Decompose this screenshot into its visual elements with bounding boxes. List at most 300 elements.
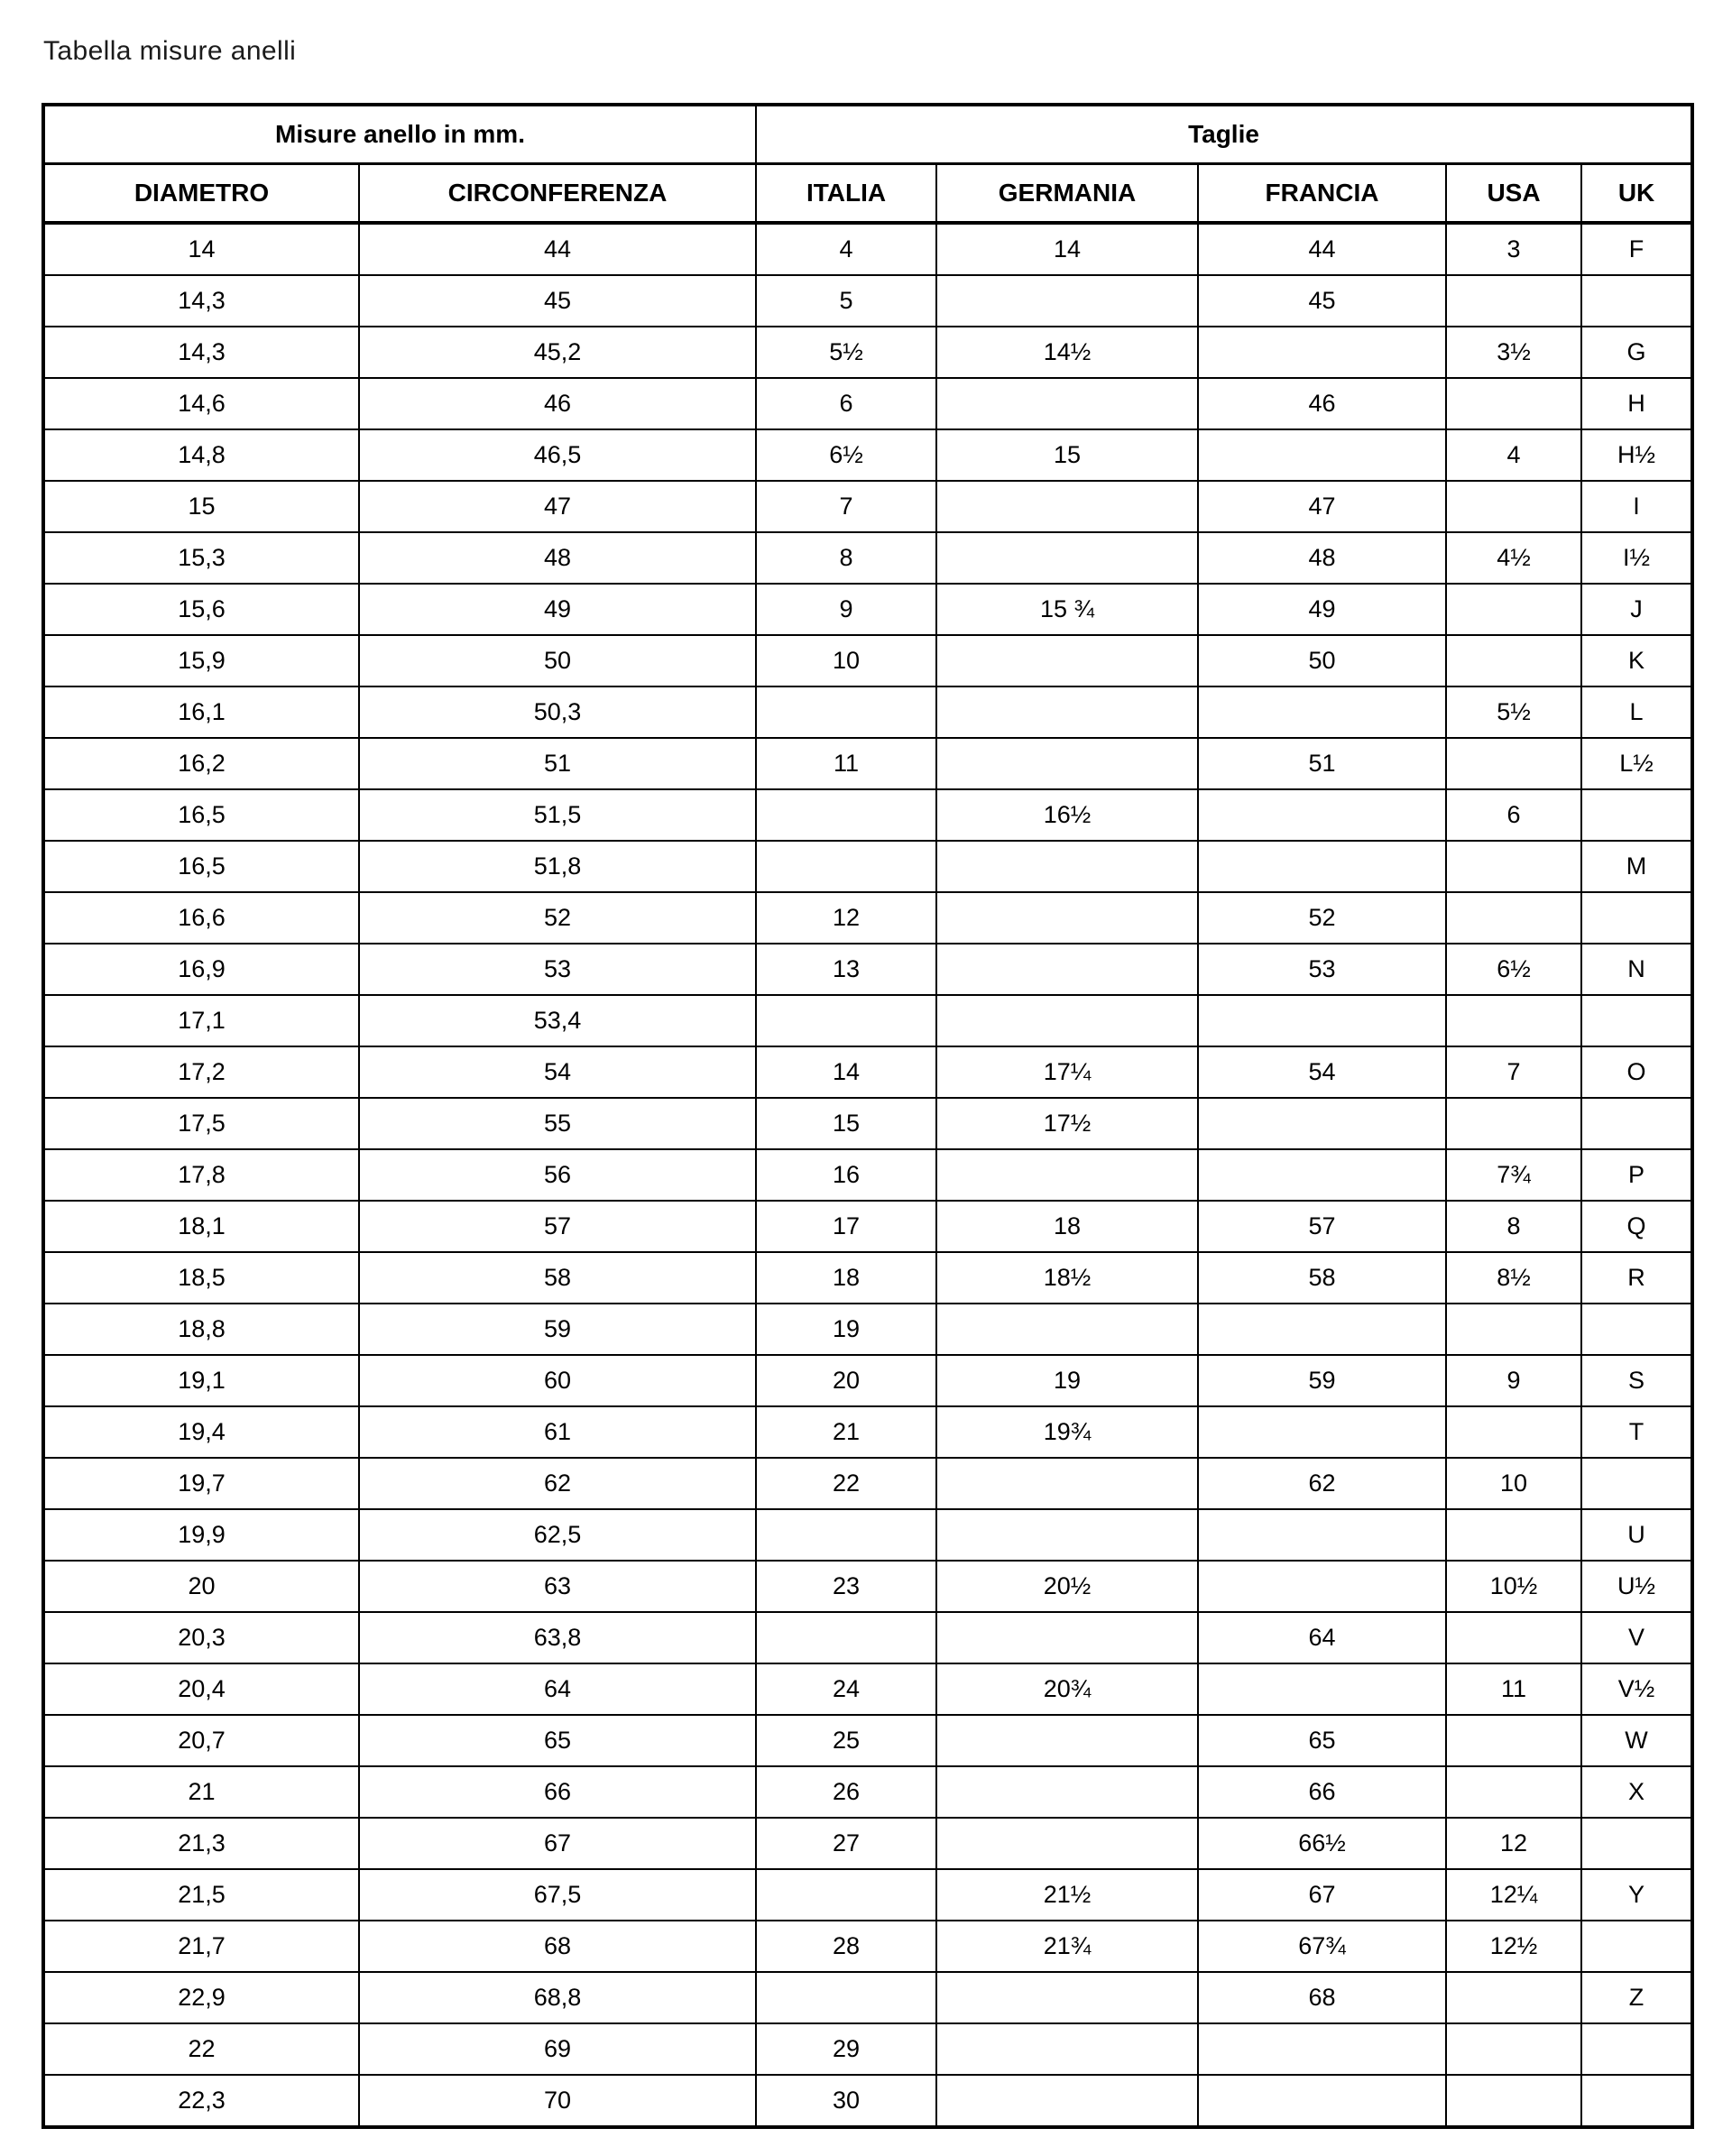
cell-uk: N [1581, 944, 1692, 995]
table-row [43, 1406, 1692, 1458]
cell-circonferenza: 68,8 [359, 1972, 756, 2023]
cell-uk: G [1581, 327, 1692, 378]
cell-italia: 14 [756, 1046, 936, 1098]
cell-germania [936, 1509, 1198, 1561]
cell-uk [1581, 789, 1692, 841]
table-row [43, 1046, 1692, 1098]
cell-diametro: 16,1 [43, 686, 359, 738]
cell-francia: 51 [1198, 738, 1446, 789]
cell-circonferenza: 54 [359, 1046, 756, 1098]
table-row [43, 327, 1692, 378]
table-row [43, 1355, 1692, 1406]
cell-uk: K [1581, 635, 1692, 686]
cell-germania [936, 1458, 1198, 1509]
table-row [43, 378, 1692, 429]
cell-francia: 46 [1198, 378, 1446, 429]
column-header-usa: USA [1446, 164, 1581, 224]
cell-circonferenza: 51,5 [359, 789, 756, 841]
cell-usa [1446, 1304, 1581, 1355]
table-row [43, 1663, 1692, 1715]
cell-germania [936, 1818, 1198, 1869]
cell-italia: 23 [756, 1561, 936, 1612]
cell-germania [936, 532, 1198, 584]
cell-usa [1446, 995, 1581, 1046]
cell-italia: 29 [756, 2023, 936, 2075]
cell-diametro: 21,7 [43, 1921, 359, 1972]
cell-usa [1446, 892, 1581, 944]
cell-diametro: 22,3 [43, 2075, 359, 2127]
table-row [43, 1921, 1692, 1972]
cell-usa [1446, 1406, 1581, 1458]
cell-usa: 3 [1446, 223, 1581, 275]
cell-francia: 58 [1198, 1252, 1446, 1304]
cell-diametro: 17,5 [43, 1098, 359, 1149]
cell-usa [1446, 378, 1581, 429]
cell-germania [936, 738, 1198, 789]
cell-uk [1581, 1818, 1692, 1869]
cell-uk: U½ [1581, 1561, 1692, 1612]
table-row [43, 481, 1692, 532]
table-row [43, 275, 1692, 327]
cell-usa [1446, 275, 1581, 327]
cell-francia: 44 [1198, 223, 1446, 275]
cell-germania [936, 686, 1198, 738]
cell-francia: 66 [1198, 1766, 1446, 1818]
cell-uk: V½ [1581, 1663, 1692, 1715]
cell-uk [1581, 892, 1692, 944]
cell-uk: R [1581, 1252, 1692, 1304]
cell-uk [1581, 1098, 1692, 1149]
cell-diametro: 22 [43, 2023, 359, 2075]
group-header-sizes: Taglie [756, 105, 1692, 164]
table-row [43, 1612, 1692, 1663]
cell-diametro: 19,4 [43, 1406, 359, 1458]
cell-italia: 30 [756, 2075, 936, 2127]
cell-usa [1446, 2023, 1581, 2075]
cell-italia: 26 [756, 1766, 936, 1818]
cell-italia: 19 [756, 1304, 936, 1355]
cell-diametro: 17,2 [43, 1046, 359, 1098]
cell-circonferenza: 69 [359, 2023, 756, 2075]
table-column-header-row [43, 164, 1692, 224]
cell-germania: 19 [936, 1355, 1198, 1406]
cell-italia: 10 [756, 635, 936, 686]
cell-italia: 17 [756, 1201, 936, 1252]
cell-uk: F [1581, 223, 1692, 275]
cell-germania [936, 378, 1198, 429]
cell-diametro: 14,3 [43, 327, 359, 378]
cell-diametro: 18,5 [43, 1252, 359, 1304]
table-row [43, 1098, 1692, 1149]
cell-usa [1446, 1715, 1581, 1766]
table-row [43, 1561, 1692, 1612]
cell-germania: 19¾ [936, 1406, 1198, 1458]
cell-italia [756, 686, 936, 738]
cell-germania: 20¾ [936, 1663, 1198, 1715]
table-row [43, 1509, 1692, 1561]
table-group-header-row [43, 105, 1692, 164]
cell-italia: 16 [756, 1149, 936, 1201]
cell-circonferenza: 66 [359, 1766, 756, 1818]
cell-diametro: 17,8 [43, 1149, 359, 1201]
cell-germania [936, 481, 1198, 532]
cell-circonferenza: 60 [359, 1355, 756, 1406]
cell-francia [1198, 429, 1446, 481]
cell-germania [936, 841, 1198, 892]
cell-diametro: 16,6 [43, 892, 359, 944]
cell-uk: L [1581, 686, 1692, 738]
cell-italia: 18 [756, 1252, 936, 1304]
cell-circonferenza: 67 [359, 1818, 756, 1869]
cell-italia [756, 841, 936, 892]
cell-uk [1581, 275, 1692, 327]
table-row [43, 223, 1692, 275]
cell-francia: 59 [1198, 1355, 1446, 1406]
cell-francia [1198, 1406, 1446, 1458]
column-header-circonferenza: CIRCONFERENZA [359, 164, 756, 224]
cell-usa: 4½ [1446, 532, 1581, 584]
cell-uk: H [1581, 378, 1692, 429]
cell-usa [1446, 1098, 1581, 1149]
table-row [43, 532, 1692, 584]
cell-uk: X [1581, 1766, 1692, 1818]
cell-francia [1198, 686, 1446, 738]
cell-uk: Z [1581, 1972, 1692, 2023]
cell-francia: 45 [1198, 275, 1446, 327]
cell-uk [1581, 2075, 1692, 2127]
column-header-diametro: DIAMETRO [43, 164, 359, 224]
cell-francia [1198, 841, 1446, 892]
cell-circonferenza: 53 [359, 944, 756, 995]
cell-usa [1446, 841, 1581, 892]
cell-francia: 67 [1198, 1869, 1446, 1921]
cell-diametro: 14,6 [43, 378, 359, 429]
cell-usa [1446, 635, 1581, 686]
cell-italia [756, 1972, 936, 2023]
cell-usa: 12¼ [1446, 1869, 1581, 1921]
cell-diametro: 15,9 [43, 635, 359, 686]
cell-italia: 15 [756, 1098, 936, 1149]
cell-francia [1198, 2075, 1446, 2127]
cell-circonferenza: 51 [359, 738, 756, 789]
cell-usa: 6 [1446, 789, 1581, 841]
cell-usa [1446, 2075, 1581, 2127]
table-row [43, 429, 1692, 481]
cell-germania [936, 1766, 1198, 1818]
cell-usa: 9 [1446, 1355, 1581, 1406]
cell-diametro: 14,8 [43, 429, 359, 481]
cell-italia: 25 [756, 1715, 936, 1766]
cell-germania: 15 [936, 429, 1198, 481]
cell-circonferenza: 56 [359, 1149, 756, 1201]
cell-francia: 57 [1198, 1201, 1446, 1252]
cell-diametro: 16,9 [43, 944, 359, 995]
cell-diametro: 15 [43, 481, 359, 532]
cell-circonferenza: 51,8 [359, 841, 756, 892]
cell-francia: 52 [1198, 892, 1446, 944]
cell-diametro: 20,3 [43, 1612, 359, 1663]
cell-usa: 11 [1446, 1663, 1581, 1715]
cell-usa [1446, 1509, 1581, 1561]
table-row [43, 1766, 1692, 1818]
cell-germania [936, 1612, 1198, 1663]
cell-italia: 5½ [756, 327, 936, 378]
cell-usa: 4 [1446, 429, 1581, 481]
cell-circonferenza: 59 [359, 1304, 756, 1355]
cell-germania [936, 944, 1198, 995]
cell-germania [936, 892, 1198, 944]
table-row [43, 1818, 1692, 1869]
cell-germania [936, 1149, 1198, 1201]
page-title: Tabella misure anelli [43, 36, 297, 66]
cell-uk [1581, 995, 1692, 1046]
cell-germania: 18½ [936, 1252, 1198, 1304]
table-row [43, 944, 1692, 995]
group-header-measures: Misure anello in mm. [43, 105, 756, 164]
cell-circonferenza: 63 [359, 1561, 756, 1612]
cell-diametro: 18,1 [43, 1201, 359, 1252]
cell-germania: 16½ [936, 789, 1198, 841]
cell-francia: 54 [1198, 1046, 1446, 1098]
cell-circonferenza: 70 [359, 2075, 756, 2127]
cell-italia: 6½ [756, 429, 936, 481]
cell-italia [756, 995, 936, 1046]
cell-circonferenza: 46,5 [359, 429, 756, 481]
cell-diametro: 20,7 [43, 1715, 359, 1766]
cell-germania [936, 1972, 1198, 2023]
cell-germania [936, 275, 1198, 327]
cell-francia [1198, 1149, 1446, 1201]
cell-italia [756, 1869, 936, 1921]
cell-uk [1581, 1304, 1692, 1355]
cell-uk: U [1581, 1509, 1692, 1561]
cell-circonferenza: 55 [359, 1098, 756, 1149]
cell-usa [1446, 584, 1581, 635]
table-row [43, 789, 1692, 841]
cell-circonferenza: 67,5 [359, 1869, 756, 1921]
cell-usa [1446, 738, 1581, 789]
cell-usa: 8 [1446, 1201, 1581, 1252]
cell-francia: 47 [1198, 481, 1446, 532]
cell-usa: 3½ [1446, 327, 1581, 378]
cell-italia: 13 [756, 944, 936, 995]
cell-diametro: 16,2 [43, 738, 359, 789]
cell-diametro: 18,8 [43, 1304, 359, 1355]
cell-circonferenza: 53,4 [359, 995, 756, 1046]
cell-diametro: 20 [43, 1561, 359, 1612]
cell-circonferenza: 62,5 [359, 1509, 756, 1561]
cell-italia: 7 [756, 481, 936, 532]
cell-diametro: 21 [43, 1766, 359, 1818]
cell-germania [936, 2023, 1198, 2075]
cell-usa [1446, 1612, 1581, 1663]
cell-diametro: 21,3 [43, 1818, 359, 1869]
cell-francia [1198, 995, 1446, 1046]
cell-italia [756, 1612, 936, 1663]
cell-germania: 14½ [936, 327, 1198, 378]
table-row [43, 1458, 1692, 1509]
cell-circonferenza: 58 [359, 1252, 756, 1304]
cell-uk [1581, 1458, 1692, 1509]
cell-italia: 27 [756, 1818, 936, 1869]
cell-francia [1198, 789, 1446, 841]
cell-circonferenza: 48 [359, 532, 756, 584]
cell-italia: 24 [756, 1663, 936, 1715]
cell-circonferenza: 52 [359, 892, 756, 944]
cell-francia [1198, 1304, 1446, 1355]
cell-germania: 21½ [936, 1869, 1198, 1921]
cell-italia [756, 1509, 936, 1561]
cell-diametro: 20,4 [43, 1663, 359, 1715]
cell-diametro: 14 [43, 223, 359, 275]
cell-diametro: 19,9 [43, 1509, 359, 1561]
table-row [43, 892, 1692, 944]
cell-francia [1198, 1561, 1446, 1612]
table-row [43, 1252, 1692, 1304]
cell-italia: 28 [756, 1921, 936, 1972]
cell-uk: P [1581, 1149, 1692, 1201]
cell-circonferenza: 62 [359, 1458, 756, 1509]
cell-francia [1198, 1663, 1446, 1715]
cell-germania: 15 ¾ [936, 584, 1198, 635]
cell-diametro: 21,5 [43, 1869, 359, 1921]
column-header-italia: ITALIA [756, 164, 936, 224]
cell-uk: J [1581, 584, 1692, 635]
cell-usa [1446, 1972, 1581, 2023]
cell-circonferenza: 49 [359, 584, 756, 635]
cell-uk: T [1581, 1406, 1692, 1458]
cell-germania [936, 1715, 1198, 1766]
cell-diametro: 19,1 [43, 1355, 359, 1406]
cell-diametro: 19,7 [43, 1458, 359, 1509]
column-header-francia: FRANCIA [1198, 164, 1446, 224]
cell-francia [1198, 1098, 1446, 1149]
cell-italia: 8 [756, 532, 936, 584]
cell-francia: 66½ [1198, 1818, 1446, 1869]
table-row [43, 686, 1692, 738]
cell-uk: V [1581, 1612, 1692, 1663]
cell-circonferenza: 50 [359, 635, 756, 686]
cell-circonferenza: 65 [359, 1715, 756, 1766]
cell-italia: 21 [756, 1406, 936, 1458]
cell-uk: O [1581, 1046, 1692, 1098]
cell-circonferenza: 45 [359, 275, 756, 327]
table-row [43, 1715, 1692, 1766]
cell-germania [936, 995, 1198, 1046]
cell-germania [936, 1304, 1198, 1355]
cell-uk: L½ [1581, 738, 1692, 789]
cell-italia: 12 [756, 892, 936, 944]
table-row [43, 1972, 1692, 2023]
cell-germania: 17½ [936, 1098, 1198, 1149]
cell-francia: 64 [1198, 1612, 1446, 1663]
cell-usa: 7¾ [1446, 1149, 1581, 1201]
cell-italia: 4 [756, 223, 936, 275]
table-row [43, 1149, 1692, 1201]
table-row [43, 995, 1692, 1046]
cell-usa: 5½ [1446, 686, 1581, 738]
cell-francia: 53 [1198, 944, 1446, 995]
table-body [43, 223, 1692, 2127]
ring-size-table [41, 103, 1694, 2129]
cell-diametro: 17,1 [43, 995, 359, 1046]
cell-uk: Q [1581, 1201, 1692, 1252]
cell-francia: 65 [1198, 1715, 1446, 1766]
table-header [43, 105, 1692, 223]
cell-circonferenza: 63,8 [359, 1612, 756, 1663]
cell-francia: 48 [1198, 532, 1446, 584]
cell-francia: 68 [1198, 1972, 1446, 2023]
cell-germania [936, 2075, 1198, 2127]
table-row [43, 2023, 1692, 2075]
table-row [43, 738, 1692, 789]
column-header-germania: GERMANIA [936, 164, 1198, 224]
cell-uk: I½ [1581, 532, 1692, 584]
cell-usa: 8½ [1446, 1252, 1581, 1304]
cell-francia [1198, 1509, 1446, 1561]
cell-circonferenza: 45,2 [359, 327, 756, 378]
table-row [43, 1304, 1692, 1355]
table-row [43, 2075, 1692, 2127]
cell-uk: Y [1581, 1869, 1692, 1921]
cell-circonferenza: 50,3 [359, 686, 756, 738]
cell-francia: 62 [1198, 1458, 1446, 1509]
cell-italia: 22 [756, 1458, 936, 1509]
cell-diametro: 15,3 [43, 532, 359, 584]
cell-circonferenza: 57 [359, 1201, 756, 1252]
table-row [43, 584, 1692, 635]
cell-uk: S [1581, 1355, 1692, 1406]
cell-uk [1581, 1921, 1692, 1972]
cell-diametro: 15,6 [43, 584, 359, 635]
table-row [43, 1201, 1692, 1252]
cell-francia: 49 [1198, 584, 1446, 635]
table-row [43, 1869, 1692, 1921]
cell-uk: I [1581, 481, 1692, 532]
cell-francia: 67¾ [1198, 1921, 1446, 1972]
cell-usa [1446, 1766, 1581, 1818]
cell-italia: 20 [756, 1355, 936, 1406]
cell-diametro: 22,9 [43, 1972, 359, 2023]
cell-germania: 18 [936, 1201, 1198, 1252]
cell-uk [1581, 2023, 1692, 2075]
cell-francia [1198, 327, 1446, 378]
cell-francia: 50 [1198, 635, 1446, 686]
cell-italia: 6 [756, 378, 936, 429]
cell-italia: 5 [756, 275, 936, 327]
cell-circonferenza: 44 [359, 223, 756, 275]
cell-germania: 21¾ [936, 1921, 1198, 1972]
cell-germania [936, 635, 1198, 686]
column-header-uk: UK [1581, 164, 1692, 224]
cell-usa: 12½ [1446, 1921, 1581, 1972]
cell-usa: 10 [1446, 1458, 1581, 1509]
cell-usa: 12 [1446, 1818, 1581, 1869]
cell-diametro: 16,5 [43, 789, 359, 841]
cell-francia [1198, 2023, 1446, 2075]
cell-uk: H½ [1581, 429, 1692, 481]
cell-usa: 7 [1446, 1046, 1581, 1098]
cell-germania: 20½ [936, 1561, 1198, 1612]
cell-circonferenza: 61 [359, 1406, 756, 1458]
cell-diametro: 14,3 [43, 275, 359, 327]
cell-circonferenza: 64 [359, 1663, 756, 1715]
cell-italia: 9 [756, 584, 936, 635]
cell-circonferenza: 46 [359, 378, 756, 429]
cell-usa: 10½ [1446, 1561, 1581, 1612]
cell-circonferenza: 47 [359, 481, 756, 532]
cell-uk: M [1581, 841, 1692, 892]
